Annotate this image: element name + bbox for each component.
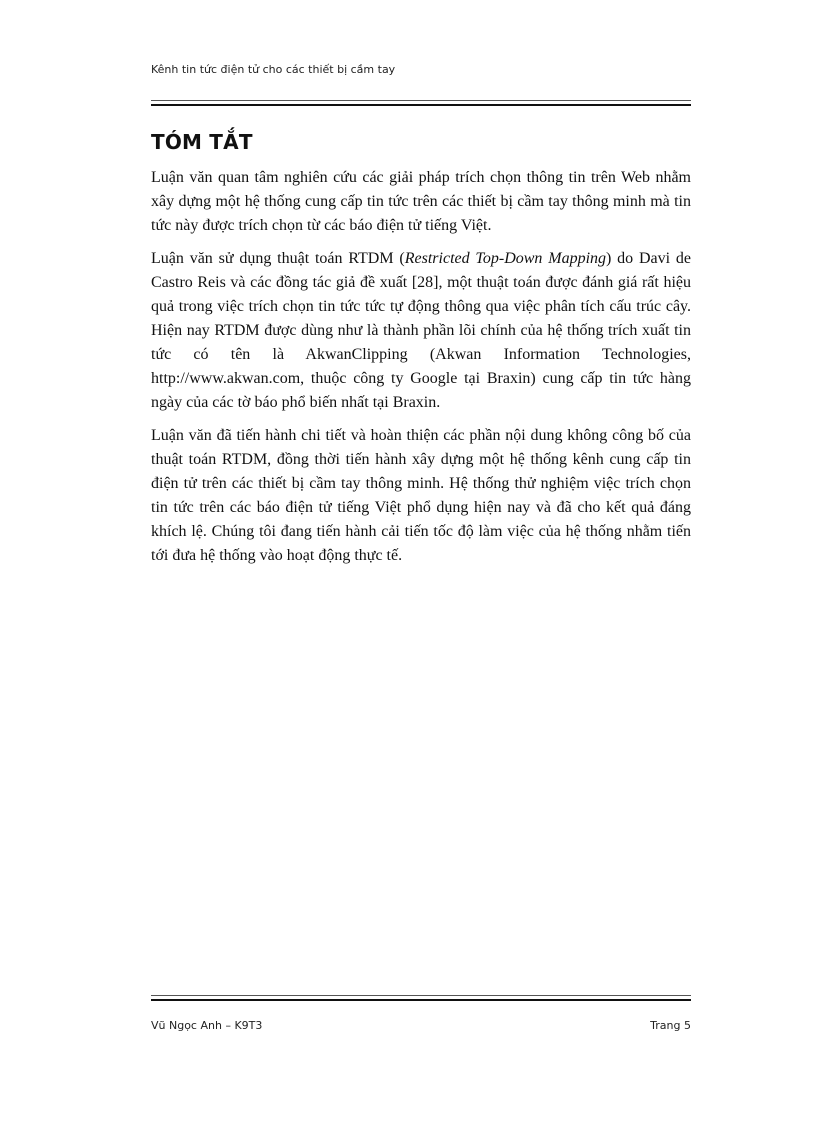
- paragraph-1: Luận văn quan tâm nghiên cứu các giải pháp trích chọn thông tin trên Web nhằm xây dựng một hệ thống cung cấp tin tức trên các thiết bị cầm tay thông minh mà tin tức này được trích chọn từ các báo điện tử tiếng Việt.: [151, 169, 691, 234]
- paragraph-2-part-2: ) do Davi de Castro Reis và các đồng tác giả đề xuất [28], một thuật toán được đánh giá rất hiệu quả trong việc trích chọn tin tức tức tự động thông qua việc phân tích cấu trúc cây. Hiện nay RTDM được dùng như là thành phần lõi chính của hệ thống trích xuất tin tức có tên là AkwanClipping (Akwan Information Technologies, http://www.akwan.com, thuộc công ty Google tại Braxin) cung cấp tin tức hàng ngày của các tờ báo phổ biến nhất tại Braxin.: [151, 250, 692, 411]
- paragraph-3: Luận văn đã tiến hành chi tiết và hoàn thiện các phần nội dung không công bố của thuật toán RTDM, đồng thời tiến hành xây dựng một hệ thống kênh cung cấp tin điện tử trên các thiết bị cầm tay thông minh. Hệ thống thử nghiệm việc trích chọn tin tức trên các báo điện tử tiếng Việt phổ dụng hiện nay và đã cho kết quả đáng khích lệ. Chúng tôi đang tiến hành cải tiến tốc độ làm việc của hệ thống nhằm tiến tới đưa hệ thống vào hoạt động thực tế.: [151, 427, 691, 564]
- paragraph-2-italic-term: Restricted Top-Down Mapping: [404, 250, 607, 267]
- abstract-body: [151, 166, 691, 577]
- running-header: Kênh tin tức điện tử cho các thiết bị cầm tay: [151, 63, 396, 76]
- footer-rule-thick: [151, 999, 691, 1001]
- paragraph-2: [151, 247, 691, 415]
- footer-rule-thin: [151, 995, 691, 996]
- header-rule-thick: [151, 104, 691, 106]
- footer-page-number: Trang 5: [650, 1019, 691, 1032]
- header-rule-thin: [151, 100, 691, 101]
- section-title: TÓM TẮT: [151, 130, 253, 154]
- footer-author: Vũ Ngọc Anh – K9T3: [151, 1019, 263, 1032]
- paragraph-2-part-1: Luận văn sử dụng thuật toán RTDM (: [151, 250, 405, 267]
